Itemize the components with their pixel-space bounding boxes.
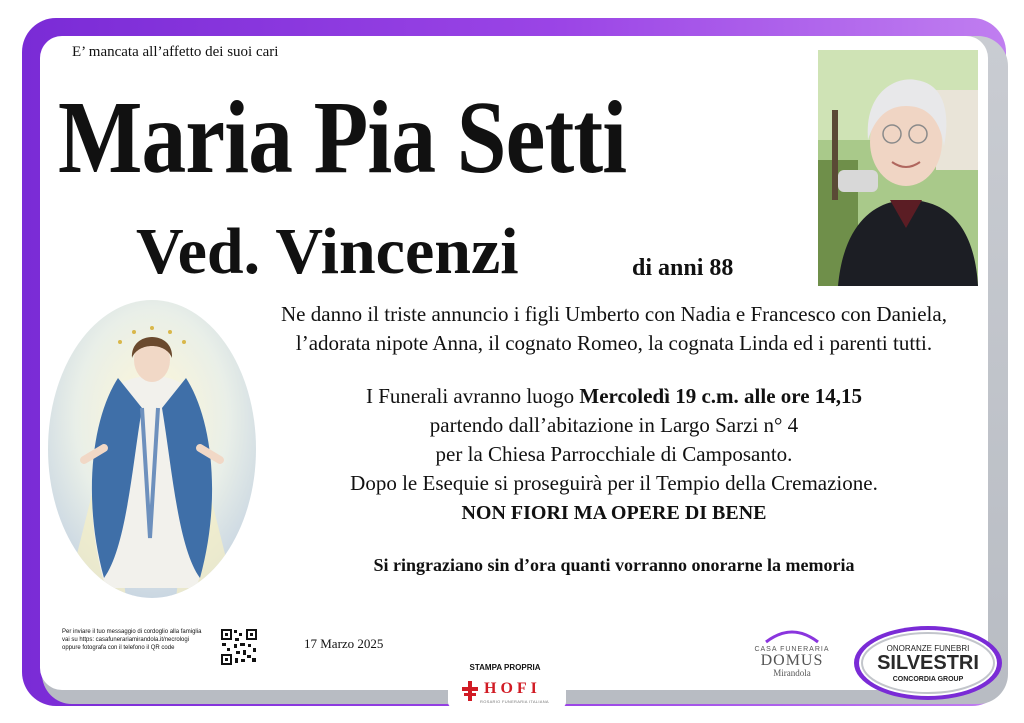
condolence-instructions (62, 628, 212, 652)
printer-tagline: ROSARIO FUNERARIA ITALIANA (480, 699, 549, 704)
printer-name: HOFI (484, 680, 541, 697)
intro-text: E’ mancata all’affetto dei suoi cari (72, 44, 279, 60)
funeral-line-1 (246, 382, 982, 411)
funeral-line-2: partendo dall’abitazione in Largo Sarzi n° 4 (429, 413, 799, 437)
domus-name: DOMUS (760, 652, 824, 669)
funeral-line-4: Dopo le Esequie si proseguirà per il Tempio della Cremazione. (350, 471, 878, 495)
domus-label: CASA FUNERARIA (754, 646, 830, 653)
announcement-line: l’adorata nipote Anna, il cognato Romeo, la cognata Linda ed i parenti tutti. (295, 331, 933, 355)
funeral-details (246, 382, 982, 498)
qr-code-icon (220, 628, 258, 666)
age-text: di anni 88 (632, 255, 734, 281)
silvestri-label: ONORANZE FUNEBRI (886, 644, 970, 653)
condolence-line: vai su https: casafunerariamirandola.it/necrologi (62, 637, 190, 643)
madonna-illustration (46, 298, 258, 600)
madonna-image (46, 298, 258, 600)
printer-label: STAMPA PROPRIA (469, 663, 541, 672)
funeral-line-3: per la Chiesa Parrocchiale di Camposanto. (435, 442, 793, 466)
widow-name: Ved. Vincenzi (136, 215, 519, 288)
announcement-line: Ne danno il triste annuncio i figli Umberto con Nadia e Francesco con Daniela, (281, 302, 947, 326)
domus-city: Mirandola (773, 668, 811, 678)
announcement-block (244, 300, 984, 358)
qr-code[interactable] (220, 628, 258, 666)
condolence-line: oppure fotografa con il telefono il QR code (62, 645, 175, 651)
domus-arc-icon (764, 628, 820, 644)
silvestri-group: CONCORDIA GROUP (892, 676, 964, 683)
notice-date: 17 Marzo 2025 (304, 636, 384, 651)
portrait-photo (818, 50, 978, 286)
portrait-illustration (818, 50, 978, 286)
condolence-line: Per inviare il tuo messaggio di cordoglio alla famiglia (62, 629, 202, 635)
funeral-datetime: Mercoledì 19 c.m. alle ore 14,15 (579, 384, 863, 408)
thanks-note: Si ringraziano sin d’ora quanti vorranno onorarne la memoria (373, 555, 855, 575)
no-flowers-note: NON FIORI MA OPERE DI BENE (461, 502, 767, 524)
hofi-cross-icon (462, 681, 478, 701)
silvestri-name: SILVESTRI (877, 652, 979, 674)
funeral-intro: I Funerali avranno luogo (365, 384, 580, 408)
deceased-name: Maria Pia Setti (58, 80, 627, 195)
